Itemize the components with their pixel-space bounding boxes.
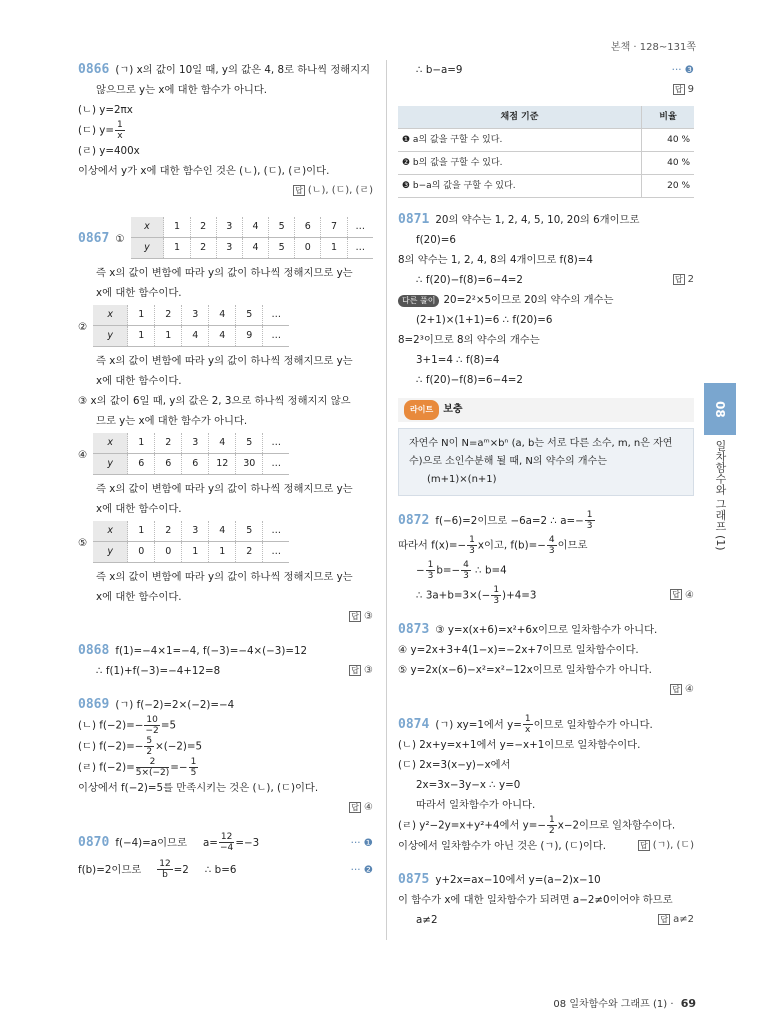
- table-row: x 1 2 3 4 5 …: [93, 433, 289, 454]
- solution-line: 이상에서 일차함수가 아닌 것은 (ㄱ), (ㄷ)이다.: [398, 840, 607, 852]
- step-marker: ··· ❸: [671, 64, 694, 76]
- solution-line: (ㄷ) y= $\frac{1}{x}$: [78, 120, 123, 141]
- left-column: [78, 60, 373, 894]
- problem-number: 0868: [78, 643, 110, 658]
- chapter-tab: 08: [704, 383, 736, 435]
- problem-number: 0869: [78, 697, 110, 712]
- solution-line: (ㄱ) x의 값이 10일 때, y의 값은 4, 8로 하나씩 정해지지: [115, 64, 371, 76]
- right-column: [398, 60, 694, 944]
- solution-line: (ㄴ) 2x+y=x+1에서 y=−x+1이므로 일차함수이다.: [398, 739, 641, 751]
- fraction: $\frac{1}{3}$: [427, 560, 434, 581]
- answer: 답 9: [674, 84, 694, 95]
- solution-line: a≠2: [416, 914, 438, 926]
- note-line: (m+1)×(n+1): [427, 474, 497, 485]
- solution-line: (ㄷ) 2x=3(x−y)−x에서: [398, 759, 511, 771]
- solution-line: (2+1)×(1+1)=6 ∴ f(20)=6: [416, 314, 553, 326]
- solution-line: (ㄱ) f(−2)=2×(−2)=−4: [115, 699, 235, 711]
- solution-line: ∴ f(20)−f(8)=6−4=2: [416, 274, 523, 286]
- scoring-table: [398, 106, 694, 198]
- solution-line: ∴ 3a+b=3×(− $\frac{1}{3}$ )+4=3: [416, 585, 537, 606]
- choice-label: ④: [78, 449, 88, 461]
- solution-text: =−3: [235, 836, 260, 849]
- column-divider: [386, 60, 387, 940]
- solution-line: ∴ f(1)+f(−3)=−4+12=8: [96, 665, 221, 677]
- solution-line: x에 대한 함수이다.: [96, 591, 182, 603]
- step-marker: ··· ❷: [350, 863, 373, 876]
- solution-line: 3+1=4 ∴ f(8)=4: [416, 354, 500, 366]
- problem-0875: [398, 870, 694, 930]
- fraction: $\frac{2}{5\times(-2)}$: [135, 757, 170, 778]
- solution-line: 므로 y는 x에 대한 함수가 아니다.: [96, 415, 248, 427]
- solution-line: f(1)=−4×1=−4, f(−3)=−4×(−3)=12: [115, 645, 308, 657]
- choice-label: ⑤: [78, 537, 88, 549]
- solution-line: (ㄴ) f(−2)=− $\frac{10}{-2}$ =5: [78, 715, 176, 736]
- solution-line: ⑤ y=2x(x−6)−x²=x²−12x이므로 일차함수가 아니다.: [398, 664, 652, 676]
- solution-line: x에 대한 함수이다.: [96, 503, 182, 515]
- solution-line: 따라서 일차함수가 아니다.: [416, 799, 536, 811]
- answer: 답 ④: [351, 802, 373, 813]
- problem-0869: [78, 695, 373, 818]
- problem-number: 0870: [78, 834, 110, 850]
- solution-line: 이상에서 y가 x에 대한 함수인 것은 (ㄴ), (ㄷ), (ㄹ)이다.: [78, 165, 330, 177]
- fraction: $\frac{4}{3}$: [463, 560, 469, 581]
- table-row: ❸ b−a의 값을 구할 수 있다. 20 %: [398, 175, 694, 198]
- fraction: $\frac{1}{3}$: [493, 585, 500, 606]
- problem-0867: [78, 215, 373, 627]
- chapter-title: 일차함수와 그래프 (1): [714, 440, 727, 551]
- fraction: $\frac{1}{x}$: [116, 120, 123, 141]
- problem-0868: [78, 641, 373, 681]
- solution-line: 않으므로 y는 x에 대한 함수가 아니다.: [96, 84, 268, 96]
- solution-line: x에 대한 함수이다.: [96, 375, 182, 387]
- solution-line: y+2x=ax−10에서 y=(a−2)x−10: [435, 874, 601, 886]
- solution-line: 즉 x의 값이 변함에 따라 y의 값이 하나씩 정해지므로 y는: [96, 571, 353, 583]
- problem-number: 0873: [398, 622, 430, 637]
- answer: 답 ④: [672, 589, 694, 601]
- problem-0874: [398, 714, 694, 856]
- fraction: $\frac{1}{3}$: [586, 510, 593, 531]
- problem-0871: [398, 210, 694, 496]
- fraction: $\frac{1}{2}$: [549, 815, 555, 836]
- value-table-5: [93, 521, 289, 563]
- problem-0870: [78, 832, 373, 880]
- solution-line: ∴ b−a=9: [416, 64, 463, 76]
- problem-number: 0875: [398, 872, 430, 887]
- answer: 답 ③: [351, 611, 373, 622]
- solution-line: 8의 약수는 1, 2, 4, 8의 4개이므로 f(8)=4: [398, 254, 593, 266]
- note-line: 자연수 N이 N=aᵐ×bⁿ (a, b는 서로 다른 소수, m, n은 자연: [409, 438, 673, 449]
- solution-line: 이상에서 f(−2)=5를 만족시키는 것은 (ㄴ), (ㄷ)이다.: [78, 782, 319, 794]
- solution-line: (ㄹ) f(−2)= $\frac{2}{5\times(-2)}$ =− $\frac{1}{5}$: [78, 757, 197, 778]
- table-row: x 1 2 3 4 5 …: [93, 521, 289, 542]
- solution-line: 즉 x의 값이 변함에 따라 y의 값이 하나씩 정해지므로 y는: [96, 355, 353, 367]
- footer-chapter: 08 일차함수와 그래프 (1): [553, 999, 668, 1010]
- note-header: 라이트 보충: [398, 398, 694, 422]
- solution-line: 즉 x의 값이 변함에 따라 y의 값이 하나씩 정해지므로 y는: [96, 483, 353, 495]
- solution-line: x에 대한 함수이다.: [96, 287, 182, 299]
- solution-line: 이 함수가 x에 대한 일차함수가 되려면 a−2≠0이어야 하므로: [398, 894, 673, 906]
- solution-text: a=: [202, 836, 218, 849]
- answer: 답 a≠2: [660, 914, 694, 925]
- solution-line: f(20)=6: [416, 234, 456, 246]
- alt-solution-tag: 다른 풀이: [398, 295, 439, 307]
- solution-line: 20의 약수는 1, 2, 4, 5, 10, 20의 6개이므로: [435, 214, 640, 226]
- table-row: ❶ a의 값을 구할 수 있다. 40 %: [398, 129, 694, 152]
- problem-0870-continued: [398, 60, 694, 100]
- solution-line: (ㄹ) y²−2y=x+y²+4에서 y=− $\frac{1}{2}$ x−2이므로 일차함수이다.: [398, 815, 676, 836]
- solution-line: 8=2³이므로 8의 약수의 개수는: [398, 334, 540, 346]
- fraction: $\frac{1}{3}$: [469, 535, 475, 556]
- solution-text: ∴ b=6: [204, 863, 237, 876]
- page-number: 69: [680, 997, 696, 1010]
- answer: 답 ④: [672, 684, 694, 695]
- choice-label: ②: [78, 321, 88, 333]
- solution-line: (ㄹ) y=400x: [78, 145, 140, 157]
- page-footer: 08 일차함수와 그래프 (1) · 69: [553, 997, 696, 1010]
- fraction: $\frac{1}{5}$: [190, 757, 197, 778]
- table-row: y 6 6 6 12 30 …: [93, 454, 289, 475]
- answer: 답 (ㄱ), (ㄷ): [639, 840, 694, 851]
- problem-0873: [398, 620, 694, 700]
- table-row: y 1 2 3 4 5 0 1 …: [131, 238, 373, 259]
- solution-text: f(b)=2이므로: [78, 863, 142, 876]
- solution-text: =2: [173, 863, 189, 876]
- note-line: 수)으로 소인수분해 될 때, N의 약수의 개수는: [409, 456, 607, 467]
- problem-0872: [398, 510, 694, 606]
- value-table-2: [93, 305, 289, 347]
- problem-number: 0867: [78, 231, 110, 246]
- problem-number: 0872: [398, 512, 430, 528]
- table-row: ❷ b의 값을 구할 수 있다. 40 %: [398, 152, 694, 175]
- page-reference: 본책 · 128~131쪽: [610, 42, 696, 53]
- solution-line: 따라서 f(x)=− $\frac{1}{3}$ x이고, f(b)=− $\frac{4}{3}$ 이므로: [398, 535, 588, 556]
- solution-text: (ㄱ) xy=1에서 y=: [435, 718, 522, 731]
- table-row: x 1 2 3 4 5 …: [93, 305, 289, 326]
- value-table-1: [131, 217, 373, 259]
- solution-text: f(−4)=a이므로: [115, 836, 187, 849]
- value-table-4: [93, 433, 289, 475]
- problem-0866: [78, 60, 373, 201]
- solution-line: ∴ f(20)−f(8)=6−4=2: [416, 374, 523, 386]
- problem-number: 0871: [398, 212, 430, 227]
- fraction: $\frac{10}{-2}$: [145, 715, 159, 736]
- step-marker: ··· ❶: [350, 836, 373, 849]
- note-box: [398, 428, 694, 496]
- solution-text: 이므로 일차함수가 아니다.: [533, 718, 653, 731]
- solution-line: ③ y=x(x+6)=x²+6x이므로 일차함수가 아니다.: [435, 624, 658, 636]
- fraction: $\frac{4}{3}$: [548, 535, 555, 556]
- answer: 답 2: [674, 274, 694, 285]
- answer: 답 ③: [351, 665, 373, 676]
- table-row: y 1 1 4 4 9 …: [93, 326, 289, 347]
- fraction: $\frac{5}{2}$: [146, 736, 153, 757]
- solution-line: 20=2²×5이므로 20의 약수의 개수는: [443, 294, 614, 306]
- solution-line: (ㄷ) f(−2)=− $\frac{5}{2}$ ×(−2)=5: [78, 736, 203, 757]
- problem-number: 0866: [78, 62, 110, 77]
- fraction: $\frac{12}{b}$: [159, 859, 171, 880]
- solution-line: − $\frac{1}{3}$ b=− $\frac{4}{3}$ ∴ b=4: [416, 560, 507, 581]
- solution-line: 2x=3x−3y−x ∴ y=0: [416, 779, 521, 791]
- fraction: $\frac{1}{x}$: [524, 714, 531, 735]
- solution-line: 즉 x의 값이 변함에 따라 y의 값이 하나씩 정해지므로 y는: [96, 267, 353, 279]
- table-row: 채점 기준 비율: [398, 106, 694, 129]
- solution-line: (ㄴ) y=2πx: [78, 104, 133, 116]
- table-row: y 0 0 1 1 2 …: [93, 542, 289, 563]
- choice-label: ①: [115, 233, 125, 245]
- problem-number: 0874: [398, 716, 430, 732]
- table-row: x 1 2 3 4 5 6 7 …: [131, 217, 373, 238]
- fraction: $\frac{12}{-4}$: [219, 832, 234, 853]
- solution-line: ④ y=2x+3+4(1−x)=−2x+7이므로 일차함수이다.: [398, 644, 639, 656]
- solution-line: ③ x의 값이 6일 때, y의 값은 2, 3으로 하나씩 정해지지 않으: [78, 395, 351, 407]
- answer: 답 (ㄴ), (ㄷ), (ㄹ): [295, 185, 373, 196]
- solution-text: f(−6)=2이므로 −6a=2 ∴ a=−: [435, 514, 584, 527]
